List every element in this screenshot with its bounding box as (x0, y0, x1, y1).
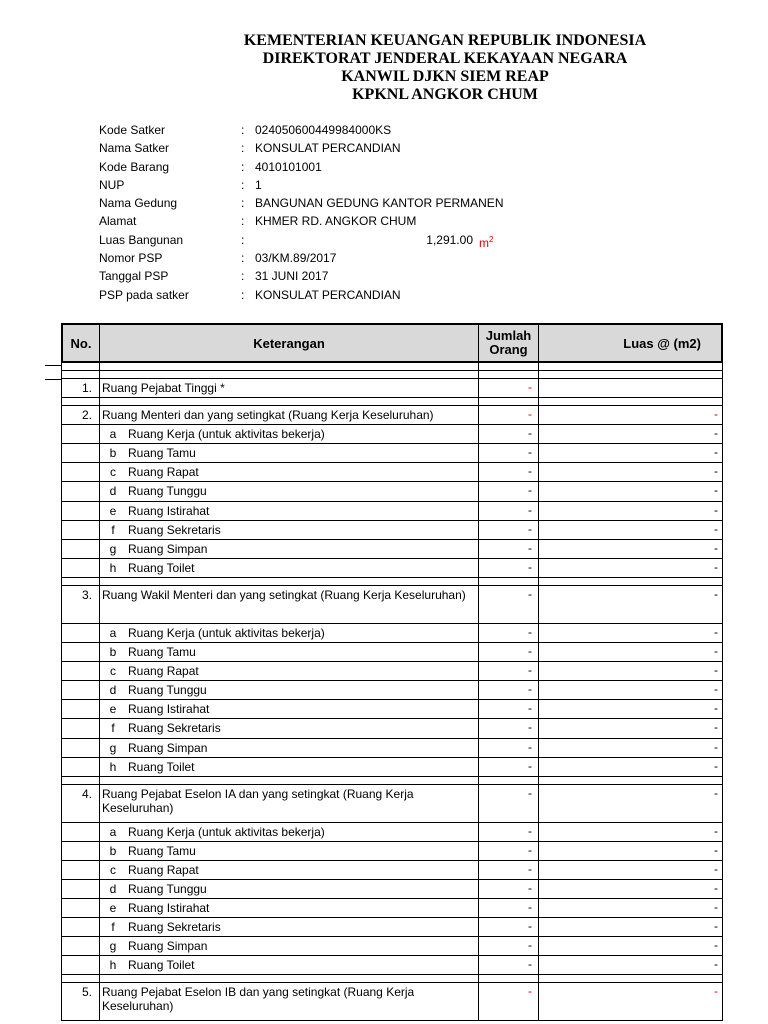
item-letter: d (109, 484, 117, 499)
luas-value: - (714, 464, 718, 479)
section-title: Ruang Pejabat Tinggi * (102, 381, 225, 395)
luas-value: - (714, 407, 718, 422)
col-header-keterangan: Keterangan (100, 325, 479, 361)
luas-value: - (714, 739, 718, 754)
item-name: Ruang Istirahat (128, 503, 210, 518)
section-number: 5. (81, 985, 92, 1000)
list-item (62, 956, 722, 975)
item-letter: a (109, 427, 117, 442)
item-letter: c (110, 862, 116, 877)
list-item (62, 482, 722, 501)
list-item (62, 540, 722, 559)
item-name: Ruang Rapat (128, 664, 199, 679)
jumlah-value: - (528, 919, 532, 934)
list-item (62, 444, 722, 463)
jumlah-value: - (528, 426, 532, 441)
luas-value: - (714, 823, 718, 838)
item-letter: c (110, 465, 116, 480)
list-item (62, 463, 722, 482)
list-item (62, 842, 722, 861)
item-letter: e (109, 702, 117, 717)
jumlah-value: - (528, 701, 532, 716)
jumlah-value: - (528, 682, 532, 697)
list-item (62, 425, 722, 444)
item-letter: d (109, 881, 117, 896)
item-letter: h (109, 958, 117, 973)
jumlah-value: - (528, 663, 532, 678)
luas-value: - (714, 758, 718, 773)
section-row (62, 785, 722, 823)
item-letter: b (109, 446, 117, 461)
luas-value: - (714, 785, 718, 800)
item-name: Ruang Tamu (128, 645, 196, 660)
spacer-row (62, 371, 722, 379)
list-item (62, 880, 722, 899)
luas-value: - (714, 682, 718, 697)
list-item (62, 823, 722, 842)
item-letter: a (109, 625, 117, 640)
luas-value: - (714, 984, 718, 999)
luas-value: - (714, 663, 718, 678)
jumlah-value: - (528, 483, 532, 498)
item-name: Ruang Tunggu (128, 484, 207, 499)
item-name: Ruang Rapat (128, 862, 199, 877)
section-number: 2. (81, 408, 92, 423)
jumlah-value: - (528, 521, 532, 536)
section-row (62, 406, 722, 425)
luas-value: - (714, 521, 718, 536)
luas-value: - (714, 483, 718, 498)
jumlah-value: - (528, 880, 532, 895)
item-letter: f (111, 721, 115, 736)
jumlah-value: - (528, 559, 532, 574)
header-kanwil: KANWIL DJKN SIEM REAP (341, 68, 549, 85)
section-title: Ruang Pejabat Eselon IA dan yang setingkat (Ruang Kerja Keseluruhan) (102, 786, 414, 815)
item-name: Ruang Simpan (128, 740, 208, 755)
luas-value: - (714, 938, 718, 953)
table-header (61, 323, 723, 363)
section-number: 1. (81, 381, 92, 395)
jumlah-value: - (528, 720, 532, 735)
item-name: Ruang Simpan (128, 939, 208, 954)
item-name: Ruang Rapat (128, 465, 199, 480)
col-header-jumlah: Jumlah Orang (479, 325, 539, 361)
list-item (62, 662, 722, 681)
list-item (62, 719, 722, 738)
spacer-row (62, 578, 722, 586)
jumlah-value: - (528, 739, 532, 754)
jumlah-value: - (528, 380, 532, 394)
document-header (0, 32, 768, 104)
section-number: 4. (81, 786, 92, 801)
list-item (62, 918, 722, 937)
spacer-row (62, 777, 722, 785)
item-name: Ruang Istirahat (128, 901, 210, 916)
spacer-row (62, 975, 722, 983)
luas-value: - (714, 644, 718, 659)
section-row (62, 983, 722, 1021)
luas-value: - (714, 919, 718, 934)
item-letter: g (109, 939, 117, 954)
spacer-row (62, 363, 722, 371)
list-item (62, 643, 722, 662)
jumlah-value: - (528, 823, 532, 838)
item-letter: d (109, 683, 117, 698)
item-letter: g (109, 541, 117, 556)
item-letter: e (109, 901, 117, 916)
luas-value: - (714, 445, 718, 460)
item-name: Ruang Toilet (128, 759, 195, 774)
luas-value: - (714, 861, 718, 876)
list-item (62, 758, 722, 777)
jumlah-value: - (528, 407, 532, 422)
item-name: Ruang Sekretaris (128, 920, 221, 935)
list-item (62, 559, 722, 578)
item-letter: f (111, 522, 115, 537)
section-title: Ruang Menteri dan yang setingkat (Ruang Kerja Keseluruhan) (102, 408, 434, 423)
item-name: Ruang Istirahat (128, 702, 210, 717)
list-item (62, 739, 722, 758)
item-name: Ruang Tamu (128, 843, 196, 858)
list-item (62, 502, 722, 521)
luas-value: - (714, 559, 718, 574)
item-letter: b (109, 843, 117, 858)
section-row (62, 379, 722, 398)
jumlah-value: - (528, 502, 532, 517)
item-name: Ruang Tunggu (128, 881, 207, 896)
luas-value: - (714, 720, 718, 735)
table-body (61, 363, 723, 1021)
luas-value: - (714, 586, 718, 601)
item-letter: h (109, 560, 117, 575)
col-header-luas: Luas @ (m2) (623, 335, 701, 351)
item-name: Ruang Toilet (128, 560, 195, 575)
header-ministry: KEMENTERIAN KEUANGAN REPUBLIK INDONESIA (243, 32, 647, 49)
luas-value: - (714, 624, 718, 639)
item-name: Ruang Sekretaris (128, 721, 221, 736)
jumlah-value: - (528, 644, 532, 659)
section-row (62, 586, 722, 624)
luas-value: - (714, 880, 718, 895)
header-kpknl: KPKNL ANGKOR CHUM (352, 86, 538, 103)
luas-value: - (714, 426, 718, 441)
item-letter: g (109, 740, 117, 755)
item-name: Ruang Kerja (untuk aktivitas bekerja) (128, 824, 325, 839)
item-name: Ruang Simpan (128, 541, 208, 556)
jumlah-value: - (528, 842, 532, 857)
item-letter: h (109, 759, 117, 774)
item-letter: e (109, 503, 117, 518)
list-item (62, 937, 722, 956)
jumlah-value: - (528, 785, 532, 800)
luas-value: - (714, 842, 718, 857)
jumlah-value: - (528, 540, 532, 555)
item-letter: b (109, 645, 117, 660)
list-item (62, 681, 722, 700)
item-name: Ruang Kerja (untuk aktivitas bekerja) (128, 625, 325, 640)
spacer-row (62, 398, 722, 406)
jumlah-value: - (528, 938, 532, 953)
list-item (62, 700, 722, 719)
list-item (62, 899, 722, 918)
item-name: Ruang Toilet (128, 958, 195, 973)
list-item (62, 521, 722, 540)
jumlah-value: - (528, 624, 532, 639)
list-item (62, 861, 722, 880)
item-letter: f (111, 920, 115, 935)
luas-value: - (714, 540, 718, 555)
section-title: Ruang Pejabat Eselon IB dan yang setingkat (Ruang Kerja Keseluruhan) (102, 985, 415, 1014)
jumlah-value: - (528, 861, 532, 876)
section-title: Ruang Wakil Menteri dan yang setingkat (Ruang Kerja Keseluruhan) (102, 587, 466, 602)
luas-value: - (714, 502, 718, 517)
jumlah-value: - (528, 445, 532, 460)
col-header-no: No. (63, 325, 100, 361)
jumlah-value: - (528, 758, 532, 773)
item-letter: a (109, 824, 117, 839)
jumlah-value: - (528, 586, 532, 601)
item-letter: c (110, 664, 116, 679)
header-directorate: DIREKTORAT JENDERAL KEKAYAAN NEGARA (262, 50, 628, 67)
room-table (61, 323, 723, 1021)
item-name: Ruang Tamu (128, 446, 196, 461)
item-name: Ruang Kerja (untuk aktivitas bekerja) (128, 427, 325, 442)
margin-mark (45, 365, 61, 366)
jumlah-value: - (528, 900, 532, 915)
luas-value: - (714, 701, 718, 716)
list-item (62, 624, 722, 643)
luas-value: - (714, 900, 718, 915)
jumlah-value: - (528, 464, 532, 479)
section-number: 3. (81, 587, 92, 602)
margin-mark (45, 379, 61, 380)
jumlah-value: - (528, 957, 532, 972)
area-unit: $m^2$ (479, 234, 494, 250)
jumlah-value: - (528, 984, 532, 999)
luas-value: - (714, 957, 718, 972)
item-name: Ruang Tunggu (128, 683, 207, 698)
item-name: Ruang Sekretaris (128, 522, 221, 537)
